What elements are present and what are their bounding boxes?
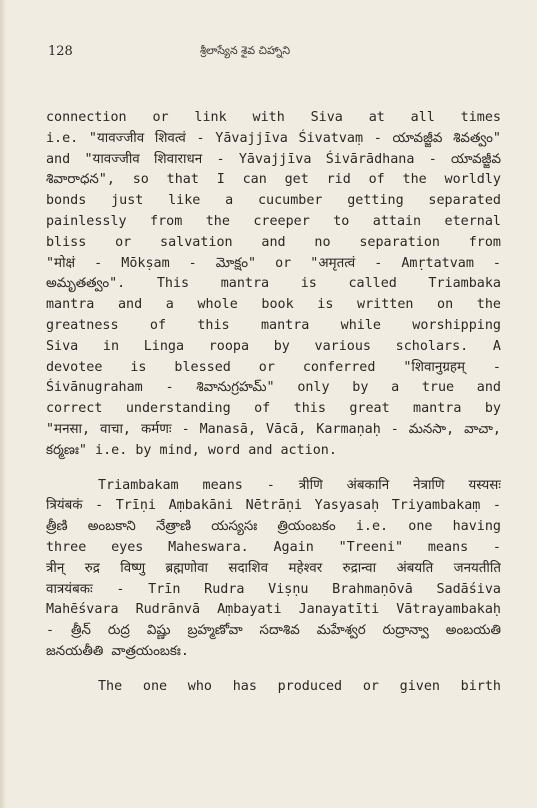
text-line: devotee is blessed or conferred "शिवानुग्रहम् - (46, 359, 501, 375)
text-line: correct understanding of this great mantra by (46, 401, 501, 417)
text-line: అమృతత్వం". This mantra is called Triambaka (46, 276, 501, 292)
text-line: Siva in Linga roopa by various scholars. A (46, 338, 501, 354)
body-text (46, 108, 501, 698)
text-line: three eyes Maheswara. Again "Treeni" means - (46, 539, 501, 555)
text-line: त्रियंबकं - Trīṇi Aṃbakāni Nētrāṇi Yasyasaḥ Triyambakaṃ - (46, 498, 501, 514)
page-edge (0, 0, 6, 808)
text-line: bliss or salvation and no separation from (46, 234, 501, 250)
text-line: "मोक्षं - Mōkṣam - మోక్షం" or "अमृतत्वं - Amṛtatvam - (46, 255, 501, 271)
paragraph-gap (46, 663, 501, 677)
text-line: Mahēśvara Rudrānvā Aṃbayati Janayatīti Vātrayambakaḥ (46, 602, 501, 618)
paragraph-gap (46, 462, 501, 476)
text-line: The one who has produced or given birth (98, 678, 501, 694)
text-line: and "यावज्जीव शिवाराधन - Yāvajjīva Śivārādhana - యావజ్జీవ (46, 151, 501, 167)
running-title: శ్రీలాస్యేన శైవ చిహ్నాని (200, 44, 291, 57)
text-line: "मनसा, वाचा, कर्मणः - Manasā, Vācā, Karmaṇaḥ - మనసా, వాచా, (46, 421, 501, 437)
text-line: mantra and a whole book is written on the (46, 297, 501, 313)
text-line: bonds just like a cucumber getting separated (46, 193, 501, 209)
text-line: శివారాధన", so that I can get rid of the worldly (46, 172, 501, 188)
text-line: greatness of this mantra while worshipping (46, 317, 501, 333)
text-line: वात्रयंबकः - Trīn Rudra Viṣṇu Brahmaṇōvā Sadāśiva (46, 581, 501, 597)
text-line: त्रीन् रुद्र विष्णु ब्रह्मणोवा सदाशिव महेश्वर रुद्रान्वा अंबयति जनयतीति (46, 560, 501, 576)
text-line: - త్రీన్ రుద్ర విష్ణు బ్రహ్మణోవా సదాశివ మహేశ్వర రుద్రాన్వా అంబయతి (46, 623, 501, 639)
text-line: Triambakam means - त्रीणि अंबकानि नेत्राणि यस्यसः (98, 477, 501, 493)
text-line: painlessly from the creeper to attain eternal (46, 213, 501, 229)
page-number: 128 (48, 44, 73, 59)
text-line: కర్మణః" i.e. by mind, word and action. (46, 442, 337, 458)
text-line: i.e. "यावज्जीव शिवत्वं - Yāvajjīva Śivatvaṃ - యావజ్జీవ శివత్వం" (46, 130, 501, 146)
text-line: connection or link with Siva at all times (46, 110, 501, 125)
text-line: త్రీణి అంబకాని నేత్రాణి యస్యసః త్రియంబకం i.e. one having (46, 519, 501, 535)
text-line: Śivānugraham - శివానుగ్రహమ్" only by a true and (46, 380, 501, 396)
running-header (0, 44, 537, 64)
text-line: జనయతీతి వాత్రయంబకః. (46, 643, 189, 659)
